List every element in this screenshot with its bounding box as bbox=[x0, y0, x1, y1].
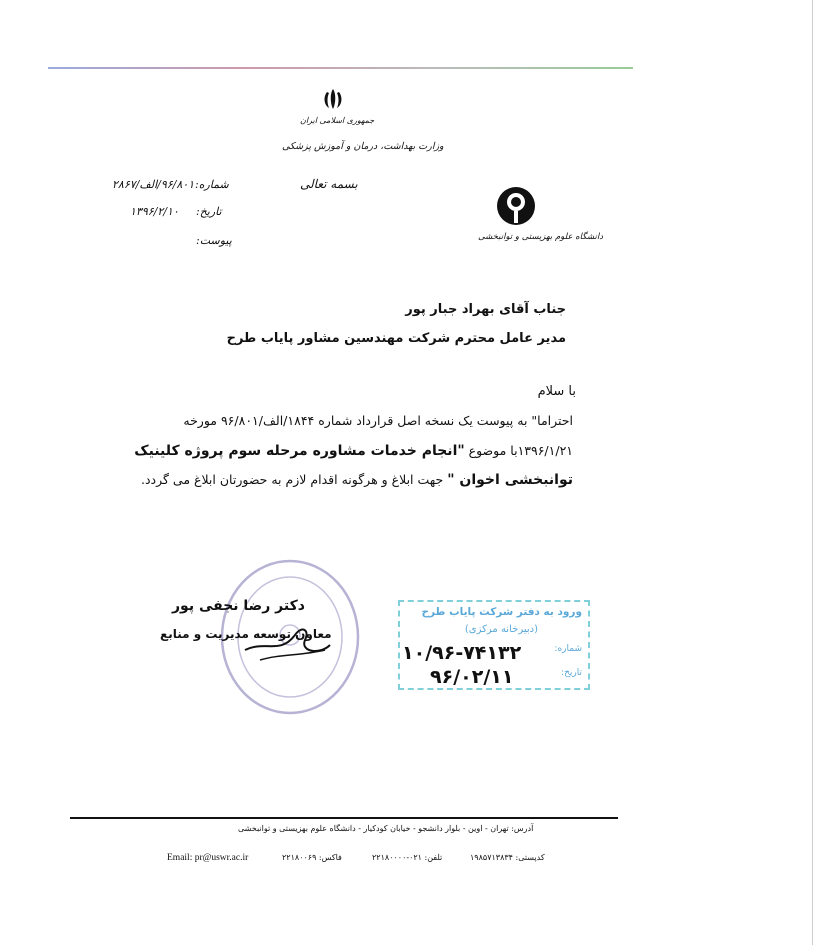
stamp-line-1: ورود به دفتر شرکت پایاب طرح bbox=[421, 606, 582, 618]
header-divider bbox=[48, 67, 633, 69]
number-value: ۹۶/۸۰۱/الف/۲۸۶۷ bbox=[112, 178, 195, 191]
handwritten-signature-icon bbox=[240, 610, 335, 665]
stamp-date-value: ۹۶/۰۲/۱۱ bbox=[430, 666, 514, 688]
footer-divider bbox=[70, 817, 618, 819]
footer-fax: فاکس: ۲۲۱۸۰۰۶۹ bbox=[282, 853, 342, 862]
body-line-3 bbox=[141, 469, 573, 488]
stamp-number-label: شماره: bbox=[554, 644, 582, 654]
stamp-date-label: تاریخ: bbox=[561, 668, 582, 678]
body-closing: جهت ابلاغ و هرگونه اقدام لازم به حضورتان ابلاغ می گردد. bbox=[141, 472, 448, 487]
recipient-title: مدیر عامل محترم شرکت مهندسین مشاور پایاب طرح bbox=[226, 331, 566, 346]
ministry-text: وزارت بهداشت، درمان و آموزش پزشکی bbox=[282, 141, 444, 152]
university-logo-icon bbox=[495, 185, 537, 227]
signatory-title: معاون توسعه مدیریت و منابع bbox=[160, 627, 332, 641]
page-edge-line bbox=[812, 0, 813, 945]
bismillah-text: بسمه تعالی bbox=[300, 177, 358, 191]
subject-bold-1: "انجام خدمات مشاوره مرحله سوم پروژه کلینیک bbox=[134, 443, 465, 459]
date-label: تاریخ: bbox=[196, 205, 222, 218]
date-value: ۱۳۹۶/۲/۱۰ bbox=[130, 205, 179, 218]
body-line-1: احتراما" به پیوست یک نسخه اصل قرارداد شماره ۱۸۴۴/الف/۹۶/۸۰۱ مورخه bbox=[183, 413, 573, 428]
recipient-name: جناب آقای بهراد جبار پور bbox=[405, 302, 566, 317]
stamp-line-2: (دبیرخانه مرکزی) bbox=[464, 624, 538, 635]
stamp-number-value: ۱۰/۹۶-۷۴۱۳۲ bbox=[402, 642, 522, 664]
body-line-2 bbox=[134, 440, 573, 459]
iran-emblem-icon bbox=[320, 86, 346, 112]
footer-address: آدرس: تهران - اوین - بلوار دانشجو - خیابان کودکیار - دانشگاه علوم بهزیستی و توانبخشی bbox=[238, 824, 534, 833]
republic-text: جمهوری اسلامی ایران bbox=[300, 116, 375, 125]
contract-date: ۱۳۹۶/۱/۲۱ bbox=[517, 443, 573, 458]
footer-email: Email: pr@uswr.ac.ir bbox=[167, 853, 249, 863]
university-name: دانشگاه علوم بهزیستی و توانبخشی bbox=[478, 232, 604, 242]
footer-phone: تلفن: ۰۲۱-۲۲۱۸۰۰۰۰ bbox=[372, 853, 443, 862]
signatory-name: دکتر رضا نجفی پور bbox=[172, 598, 305, 614]
subject-label: با موضوع bbox=[464, 443, 518, 458]
greeting: با سلام bbox=[537, 384, 576, 399]
number-label: شماره: bbox=[195, 178, 229, 191]
subject-bold-2: توانبخشی اخوان " bbox=[447, 472, 573, 488]
footer-postal: کدپستی: ۱۹۸۵۷۱۳۸۳۴ bbox=[470, 853, 545, 862]
attachment-label: پیوست: bbox=[196, 234, 232, 247]
